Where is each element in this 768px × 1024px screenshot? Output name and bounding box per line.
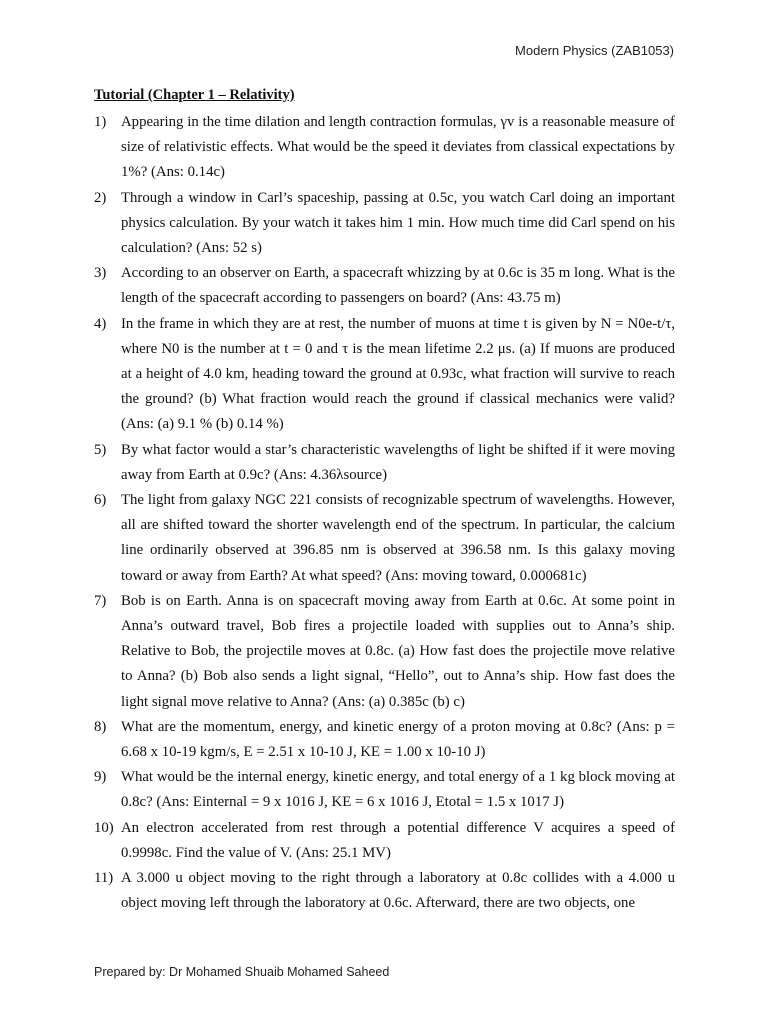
question-text: Through a window in Carl’s spaceship, passing at 0.5c, you watch Carl doing an important physics calculation. By your watch it takes him 1 min. How much time did Carl spend on his calculation? (Ans: 52 s)	[121, 189, 675, 257]
question-number: 8)	[94, 718, 107, 735]
question-item-4	[94, 312, 675, 438]
question-item-7	[94, 589, 675, 715]
question-text: What would be the internal energy, kinetic energy, and total energy of a 1 kg block moving at 0.8c? (Ans: Einternal = 9 x 1016 J, KE = 6 x 1016 J, Etotal = 1.5 x 1017 J)	[121, 769, 675, 811]
question-text: What are the momentum, energy, and kinetic energy of a proton moving at 0.8c? (Ans: p = 6.68 x 10-19 kgm/s, E = 2.51 x 10-10 J, KE = 1.00 x 10-10 J)	[121, 718, 675, 761]
question-item-9	[94, 765, 675, 815]
question-text: By what factor would a star’s characteristic wavelengths of light be shifted if it were moving away from Earth at 0.9c? (Ans: 4.36λsource)	[121, 441, 675, 483]
question-item-5	[94, 438, 675, 488]
question-text: An electron accelerated from rest through a potential difference V acquires a speed of 0.9998c. Find the value of V. (Ans: 25.1 MV)	[121, 819, 675, 861]
question-text: A 3.000 u object moving to the right through a laboratory at 0.8c collides with a 4.000 u object moving left through the laboratory at 0.6c. Afterward, there are two objects, one	[121, 870, 675, 912]
question-text: According to an observer on Earth, a spacecraft whizzing by at 0.6c is 35 m long. What is the length of the spacecraft according to passengers on board? (Ans: 43.75 m)	[121, 265, 675, 307]
question-item-6	[94, 488, 675, 589]
question-item-10	[94, 816, 675, 866]
prepared-by-footer: Prepared by: Dr Mohamed Shuaib Mohamed Saheed	[94, 965, 390, 979]
question-number: 1)	[94, 114, 107, 130]
question-text: In the frame in which they are at rest, the number of muons at time t is given by N = N0e-t/τ, where N0 is the number at t = 0 and τ is the mean lifetime 2.2 μs. (a) If muons are produced at a height of 4.0 km, heading toward the ground at 0.93c, what fraction will survive to reach the ground? (b) What fraction would reach the ground if classical mechanics were valid? (Ans: (a) 9.1 % (b) 0.14 %)	[121, 315, 675, 433]
question-number: 3)	[94, 265, 107, 282]
question-text: Bob is on Earth. Anna is on spacecraft moving away from Earth at 0.6c. At some point in Anna’s outward travel, Bob fires a projectile loaded with supplies out to Anna’s ship. Relative to Bob, the projectile moves at 0.8c. (a) How fast does the projectile move relative to Anna? (b) Bob also sends a light signal, “Hello”, out to Anna’s ship. How fast does the light signal move relative to Anna? (Ans: (a) 0.385c (b) c)	[121, 592, 675, 710]
question-number: 4)	[94, 315, 107, 332]
question-number: 2)	[94, 189, 107, 206]
question-item-1	[94, 110, 675, 186]
question-number: 10)	[94, 819, 114, 836]
question-list	[94, 110, 675, 917]
question-item-2	[94, 186, 675, 262]
question-text: The light from galaxy NGC 221 consists of recognizable spectrum of wavelengths. However, all are shifted toward the shorter wavelength end of the spectrum. In particular, the calcium line ordinarily observed at 396.85 nm is observed at 396.58 nm. Is this galaxy moving toward or away from Earth? At what speed? (Ans: moving toward, 0.000681c)	[121, 492, 675, 584]
question-item-8	[94, 715, 675, 765]
question-number: 9)	[94, 769, 107, 786]
course-header: Modern Physics (ZAB1053)	[515, 43, 674, 58]
question-number: 7)	[94, 592, 107, 609]
question-text: Appearing in the time dilation and length contraction formulas, γv is a reasonable measure of size of relativistic effects. What would be the speed it deviates from classical expectations by 1%? (Ans: 0.14c)	[121, 114, 675, 181]
question-number: 6)	[94, 492, 107, 509]
question-item-11	[94, 866, 675, 916]
question-number: 11)	[94, 870, 114, 887]
question-number: 5)	[94, 441, 107, 458]
question-item-3	[94, 261, 675, 311]
tutorial-title: Tutorial (Chapter 1 – Relativity)	[94, 87, 295, 103]
